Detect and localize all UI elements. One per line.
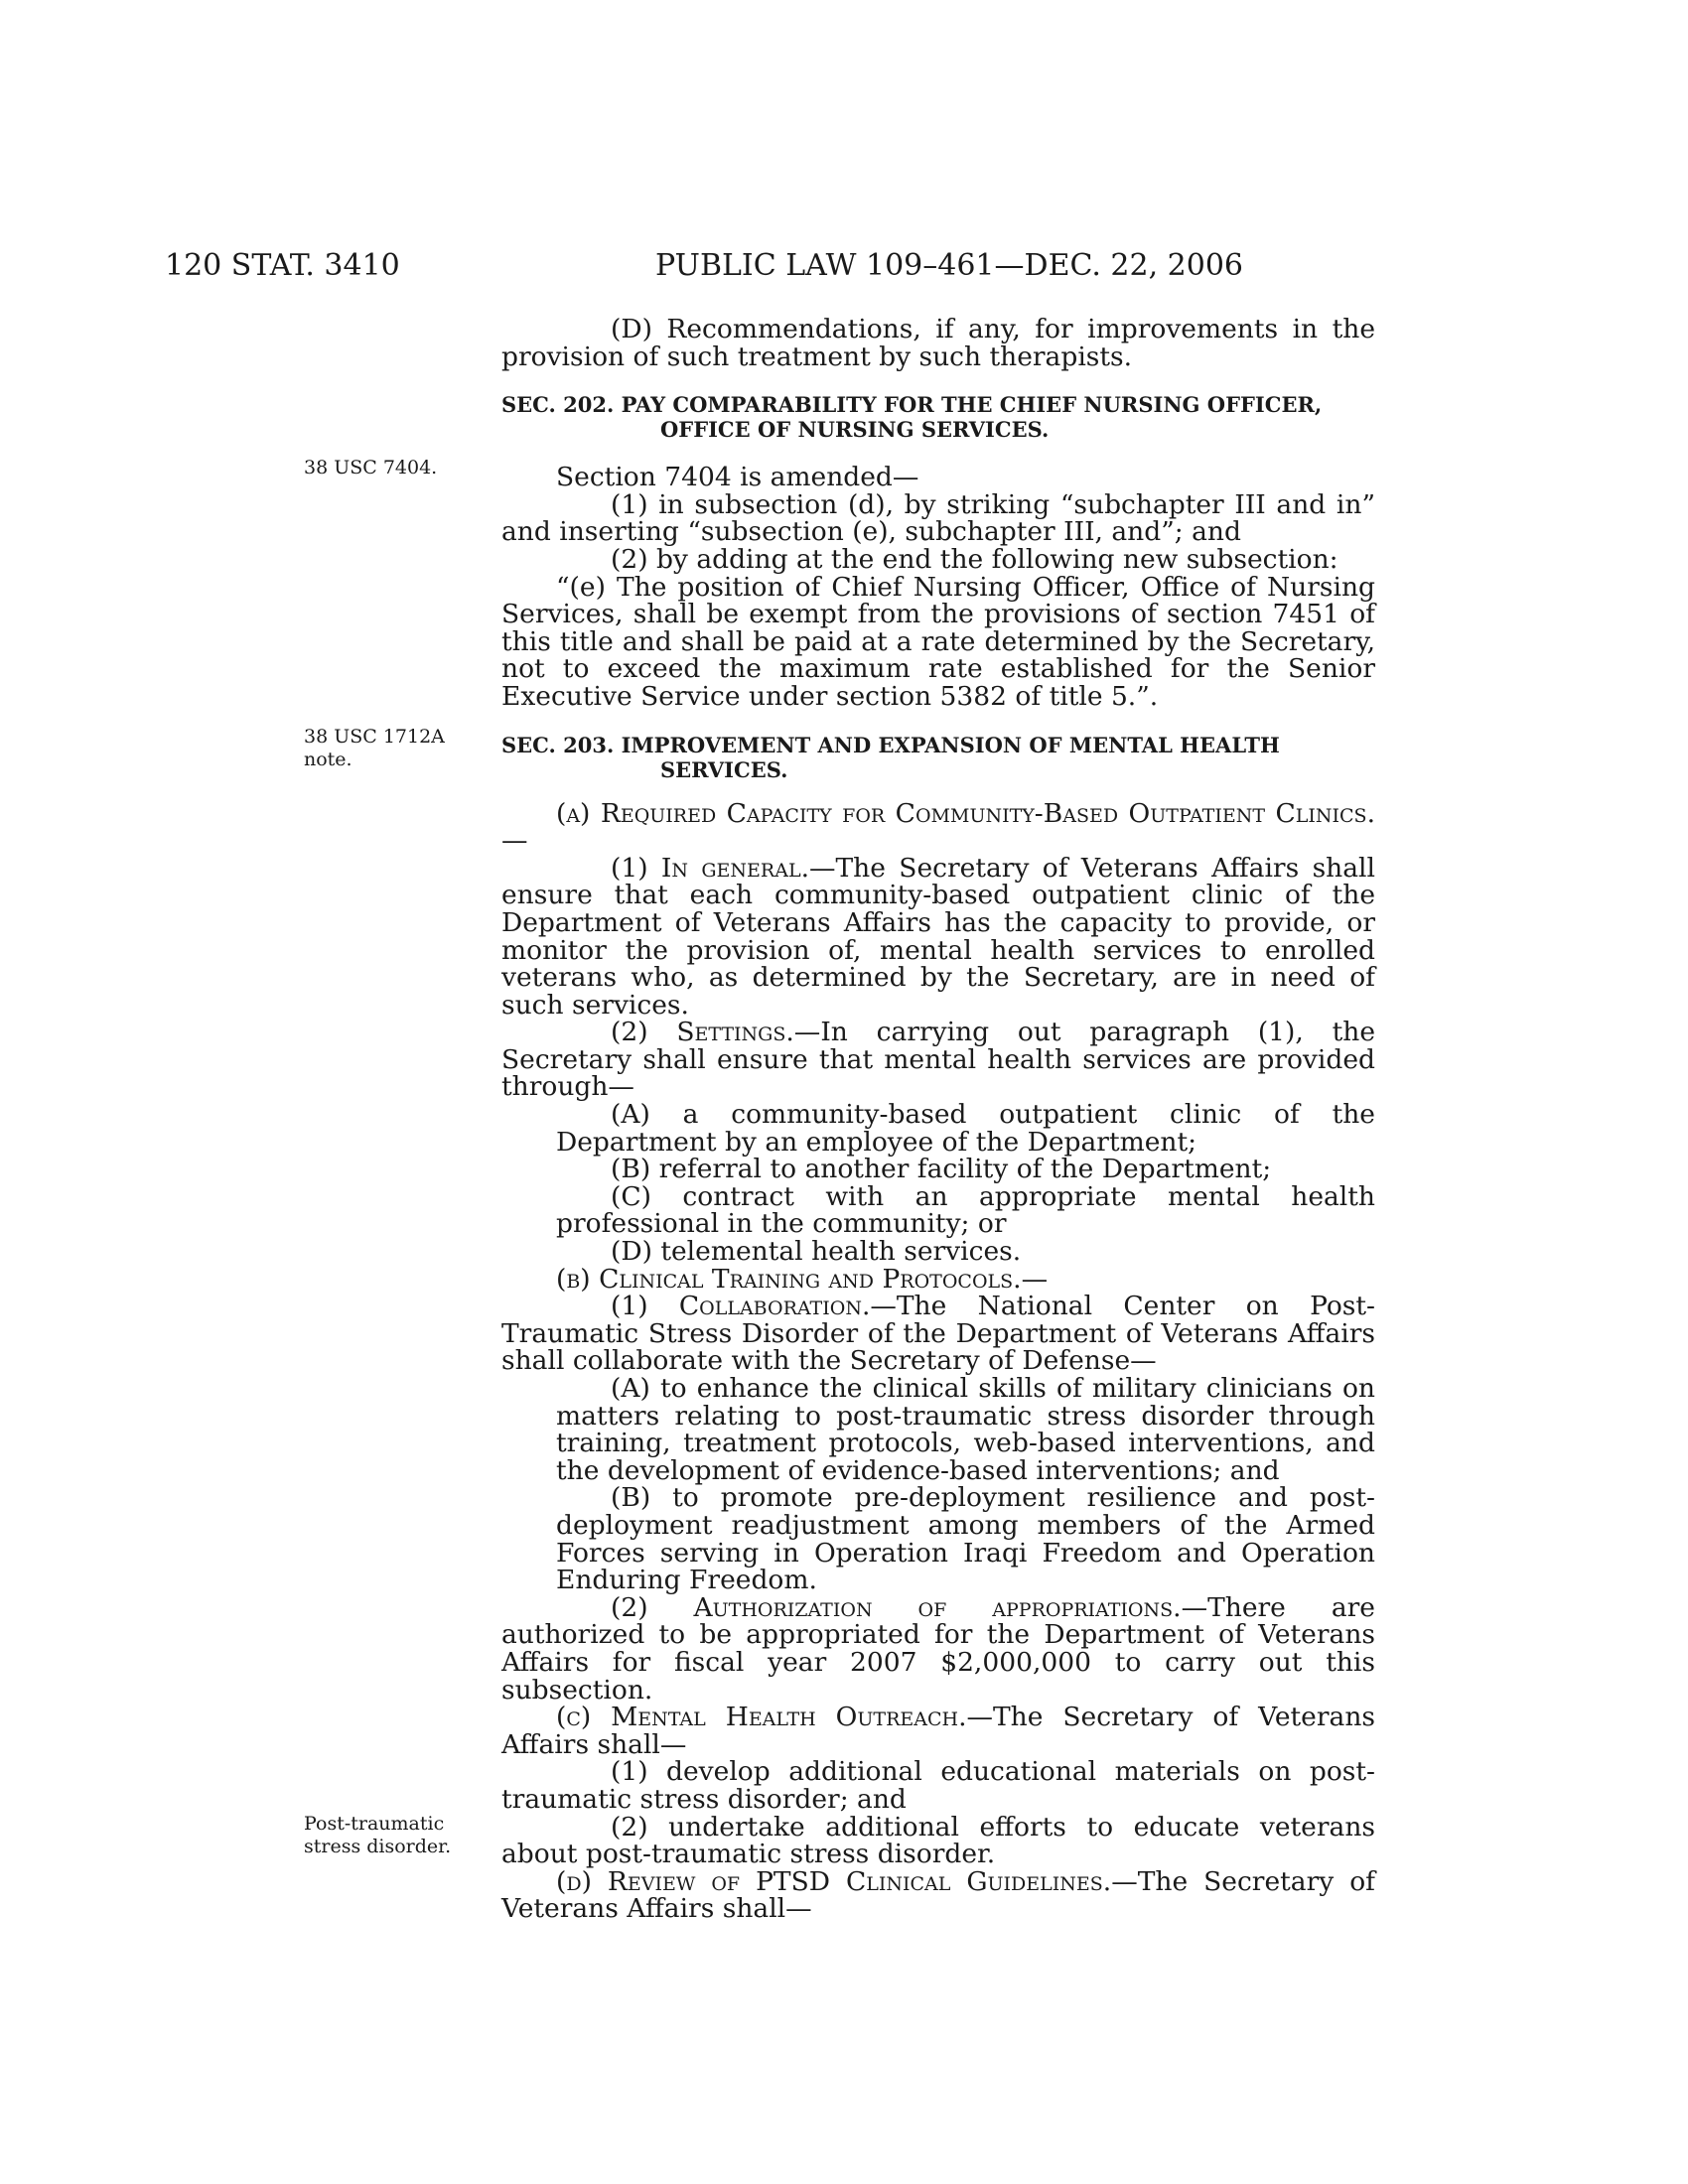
paragraph-label: (1) Collaboration.—: [611, 1291, 897, 1322]
subsection-a-paragraph-2: [501, 1019, 1375, 1101]
section-202-item-2: (2) by adding at the end the following new subsection:: [611, 543, 1338, 575]
subsection-d: [501, 1865, 1375, 1925]
paragraph-d-recommendations: (D) Recommendations, if any, for improvements in the provision of such treatment by such therapists.: [501, 314, 1375, 372]
margin-note-line: 38 USC 1712A: [304, 726, 445, 748]
paragraph-text: There are authorized to be appropriated for the Department of Veterans Affairs for fiscal year 2007 $2,000,000 to carry out this subsection.: [501, 1591, 1375, 1706]
margin-note-text: 38 USC 7404.: [304, 457, 438, 478]
subsection-b-paragraph-2: [501, 1591, 1375, 1706]
section-202-item-1: (1) in subsection (d), by striking “subchapter III and in” and inserting “subsection (e), subchapter III, and”; and: [501, 488, 1375, 548]
paragraph-text: The Secretary of Veterans Affairs shall ensure that each community-based outpatient clinic of the Department of Veterans Affairs has the capacity to provide, or monitor the provision of, mental health services to enrolled veterans who, as determined by the Secretary, are in need of such services.: [501, 852, 1375, 1021]
subsection-a-paragraph-1: [501, 852, 1375, 1021]
margin-note-line: stress disorder.: [304, 1836, 452, 1857]
section-202-heading: SEC. 202. PAY COMPARABILITY FOR THE CHIEF NURSING OFFICER, OFFICE OF NURSING SERVICES.: [501, 392, 1323, 443]
paragraph-text: The Secretary of Veterans Affairs shall—: [501, 1865, 1375, 1925]
margin-note-line: note.: [304, 749, 352, 770]
document-body: [501, 316, 1375, 1923]
subparagraph-a2-B: (B) referral to another facility of the Department;: [611, 1154, 1272, 1185]
section-202-intro: Section 7404 is amended—: [556, 462, 919, 493]
margin-note-ptsd: [304, 1813, 463, 1858]
subparagraph-a2-A: (A) a community-based outpatient clinic of the Department by an employee of the Department;: [556, 1099, 1375, 1158]
paragraph-text: In carrying out paragraph (1), the Secretary shall ensure that mental health services are provided through—: [501, 1017, 1376, 1103]
paragraph-label: (2) Authorization of appropriations.—: [611, 1591, 1208, 1623]
subsection-b-paragraph-1: [501, 1293, 1375, 1375]
paragraph-text: The National Center on Post-Traumatic Stress Disorder of the Department of Veterans Affairs shall collaborate with the Secretary of Defense—: [501, 1291, 1375, 1377]
margin-note-38-usc-1712a: [304, 726, 463, 771]
subsection-a-heading: (a) Required Capacity for Community-Based Outpatient Clinics.—: [501, 797, 1375, 857]
subsection-c-paragraph-1: (1) develop additional educational materials on post-traumatic stress disorder; and: [501, 1756, 1375, 1815]
paragraph-label: (d) Review of PTSD Clinical Guidelines.—: [556, 1865, 1138, 1897]
section-202-quoted-subsection: “(e) The position of Chief Nursing Officer, Office of Nursing Services, shall be exempt from the provisions of section 7451 of this title and shall be paid at a rate determined by the Secretary, not to exceed the maximum rate established for the Senior Executive Service under section 5382 of title 5.”.: [501, 571, 1375, 712]
paragraph-text: The Secretary of Veterans Affairs shall—: [501, 1702, 1375, 1760]
subsection-c-paragraph-2: (2) undertake additional efforts to educate veterans about post-traumatic stress disorder.: [501, 1811, 1375, 1870]
subsection-c: [501, 1704, 1375, 1758]
page-stat-citation: 120 STAT. 3410: [165, 248, 400, 283]
paragraph-label: (1) In general.—: [611, 852, 836, 884]
subparagraph-b1-B: (B) to promote pre-deployment resilience and post-deployment readjustment among members of the Armed Forces serving in Operation Iraqi Freedom and Operation Enduring Freedom.: [556, 1482, 1375, 1596]
section-203-heading: SEC. 203. IMPROVEMENT AND EXPANSION OF MENTAL HEALTH SERVICES.: [501, 732, 1280, 782]
margin-note-line: Post-traumatic: [304, 1813, 445, 1835]
subparagraph-a2-D: (D) telemental health services.: [611, 1236, 1022, 1268]
margin-note-38-usc-7404: [304, 457, 463, 479]
running-header: PUBLIC LAW 109–461—DEC. 22, 2006: [655, 248, 1244, 283]
paragraph-label: (2) Settings.—: [611, 1017, 821, 1048]
paragraph-label: (c) Mental Health Outreach.—: [556, 1702, 993, 1733]
subparagraph-a2-C: (C) contract with an appropriate mental health professional in the community; or: [556, 1180, 1375, 1240]
subsection-b-heading: (b) Clinical Training and Protocols.—: [556, 1263, 1049, 1295]
subparagraph-b1-A: (A) to enhance the clinical skills of military clinicians on matters relating to post-traumatic stress disorder through training, treatment protocols, web-based interventions, and the development of evidence-based interventions; and: [556, 1373, 1375, 1486]
